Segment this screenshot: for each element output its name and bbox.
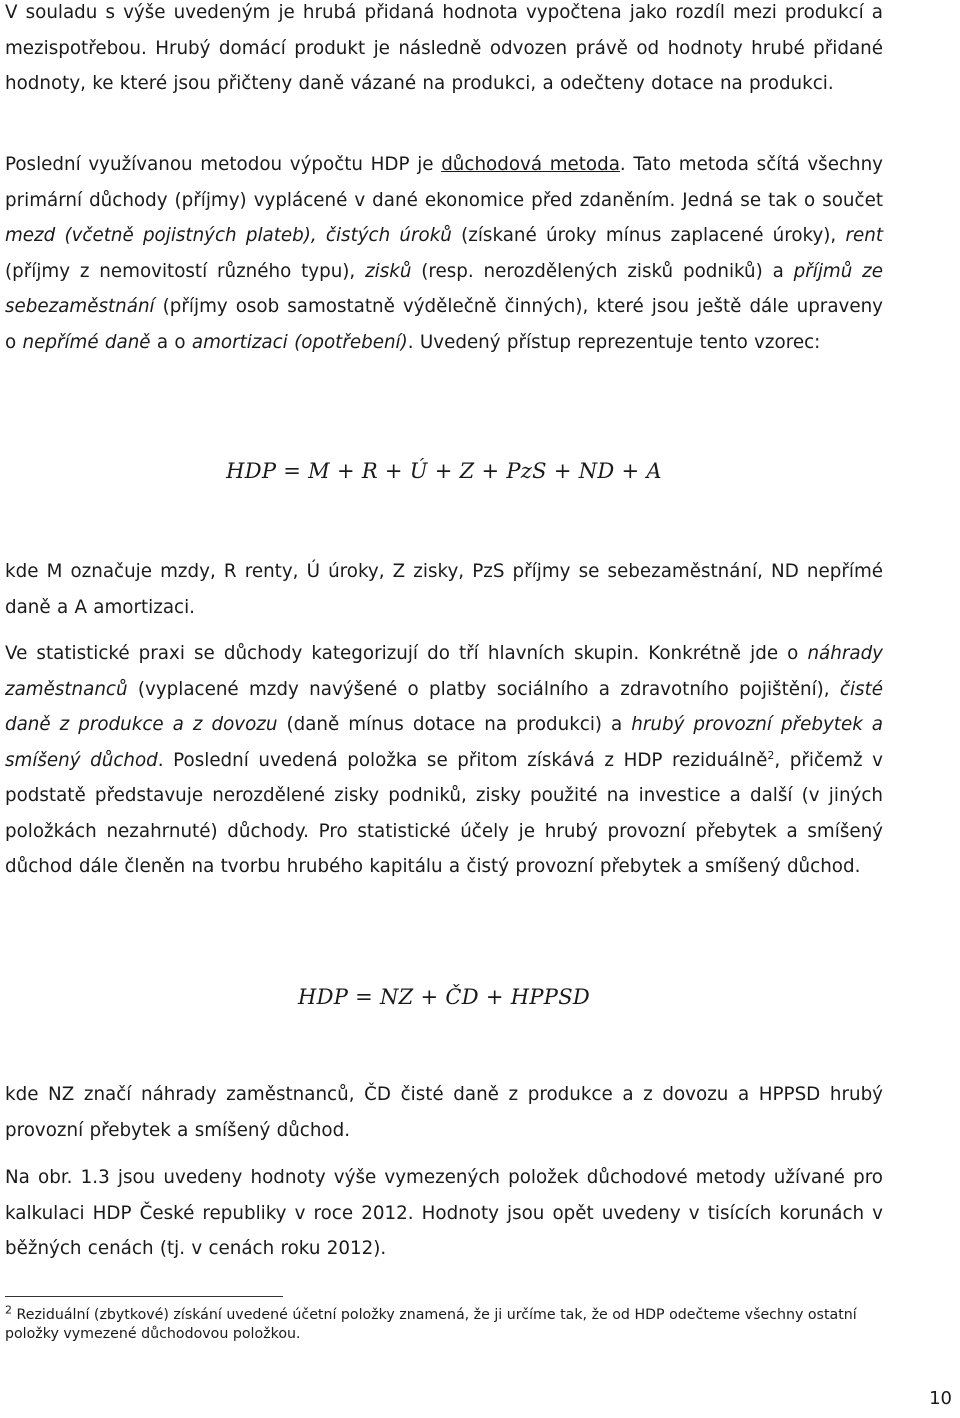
text: (daně mínus dotace na produkci) a xyxy=(277,714,632,735)
paragraph-formula2-legend: kde NZ značí náhrady zaměstnanců, ČD čisté daně z produkce a z dovozu a HPPSD hrubý provozní přebytek a smíšený důchod. xyxy=(5,1084,883,1141)
underlined-term: důchodová metoda xyxy=(441,154,620,175)
italic-term: čisté daně z produkce a z dovozu xyxy=(5,678,883,735)
formula-hdp-components: HDP = M + R + Ú + Z + PzS + ND + A xyxy=(226,459,662,483)
italic-term: zisků xyxy=(365,260,412,282)
formula-hdp-categories: HDP = NZ + ČD + HPPSD xyxy=(297,985,591,1009)
paragraph-income-method xyxy=(5,147,883,360)
text: Poslední využívanou metodou výpočtu HDP je xyxy=(5,154,442,175)
paragraph-income-categories xyxy=(5,636,883,885)
text: . Poslední uvedená položka se přitom získává z HDP reziduálně xyxy=(157,749,768,771)
text: Ve statistické praxi se důchody kategorizují do tří hlavních skupin. Konkrétně jde o xyxy=(5,643,808,664)
italic-term: nepřímé daně xyxy=(22,331,151,353)
italic-term: amortizaci (opotřebení) xyxy=(191,331,408,353)
text: . Uvedený přístup reprezentuje tento vzorec: xyxy=(407,331,821,353)
footnote-ref[interactable]: 2 xyxy=(767,748,775,762)
footnote-number: 2 xyxy=(5,1303,12,1317)
text: (resp. nerozdělených zisků podniků) a xyxy=(411,260,794,282)
text: (získané úroky mínus zaplacené úroky), xyxy=(451,225,846,246)
paragraph-formula-legend: kde M označuje mzdy, R renty, Ú úroky, Z zisky, PzS příjmy se sebezaměstnání, ND nepřímé daně a A amortizaci. xyxy=(5,561,883,618)
paragraph-1: V souladu s výše uvedeným je hrubá přidaná hodnota vypočtena jako rozdíl mezi produkcí a mezispotřebou. Hrubý domácí produkt je následně odvozen právě od hodnoty hrubé přidané hodnoty, ke které jsou přičteny daně vázané na produkci, a odečteny dotace na produkci. xyxy=(5,2,883,94)
text: , přičemž v podstatě představuje nerozdělené zisky podniků, zisky použité na investice a další (v jiných položkách nezahrnuté) důchody. Pro statistické účely je hrubý provozní přebytek a smíšený důchod dále členěn na tvorbu hrubého kapitálu a čistý provozní přebytek a smíšený důchod. xyxy=(5,749,883,877)
italic-term: hrubý provozní přebytek a smíšený důchod xyxy=(5,714,883,771)
text: a o xyxy=(150,331,192,353)
footnote-text: Reziduální (zbytkové) získání uvedené účetní položky znamená, že ji určíme tak, že od HDP odečteme všechny ostatní položky vymezené důchodovou položkou. xyxy=(5,1307,857,1342)
text: . Tato metoda sčítá všechny primární důchody (příjmy) vyplácené v dané ekonomice před zdaněním. Jedná se tak o součet xyxy=(5,154,884,211)
footnote-separator xyxy=(5,1296,283,1297)
italic-term: mezd (včetně pojistných plateb), čistých úroků xyxy=(5,225,452,246)
text: (příjmy z nemovitostí různého typu), xyxy=(5,260,366,282)
text: (příjmy osob samostatně výdělečně činných), které jsou ještě dále upraveny o xyxy=(5,296,883,353)
italic-term: rent xyxy=(845,225,883,246)
footnote xyxy=(5,1303,885,1343)
italic-term: příjmů ze sebezaměstnání xyxy=(5,260,884,317)
page-number: 10 xyxy=(929,1388,952,1409)
text: (vyplacené mzdy navýšené o platby sociálního a zdravotního pojištění), xyxy=(127,678,840,700)
paragraph-figure-reference: Na obr. 1.3 jsou uvedeny hodnoty výše vymezených položek důchodové metody užívané pro kalkulaci HDP České republiky v roce 2012. Hodnoty jsou opět uvedeny v tisících korunách v běžných cenách (tj. v cenách roku 2012). xyxy=(5,1167,883,1259)
italic-term: náhrady zaměstnanců xyxy=(5,643,883,700)
